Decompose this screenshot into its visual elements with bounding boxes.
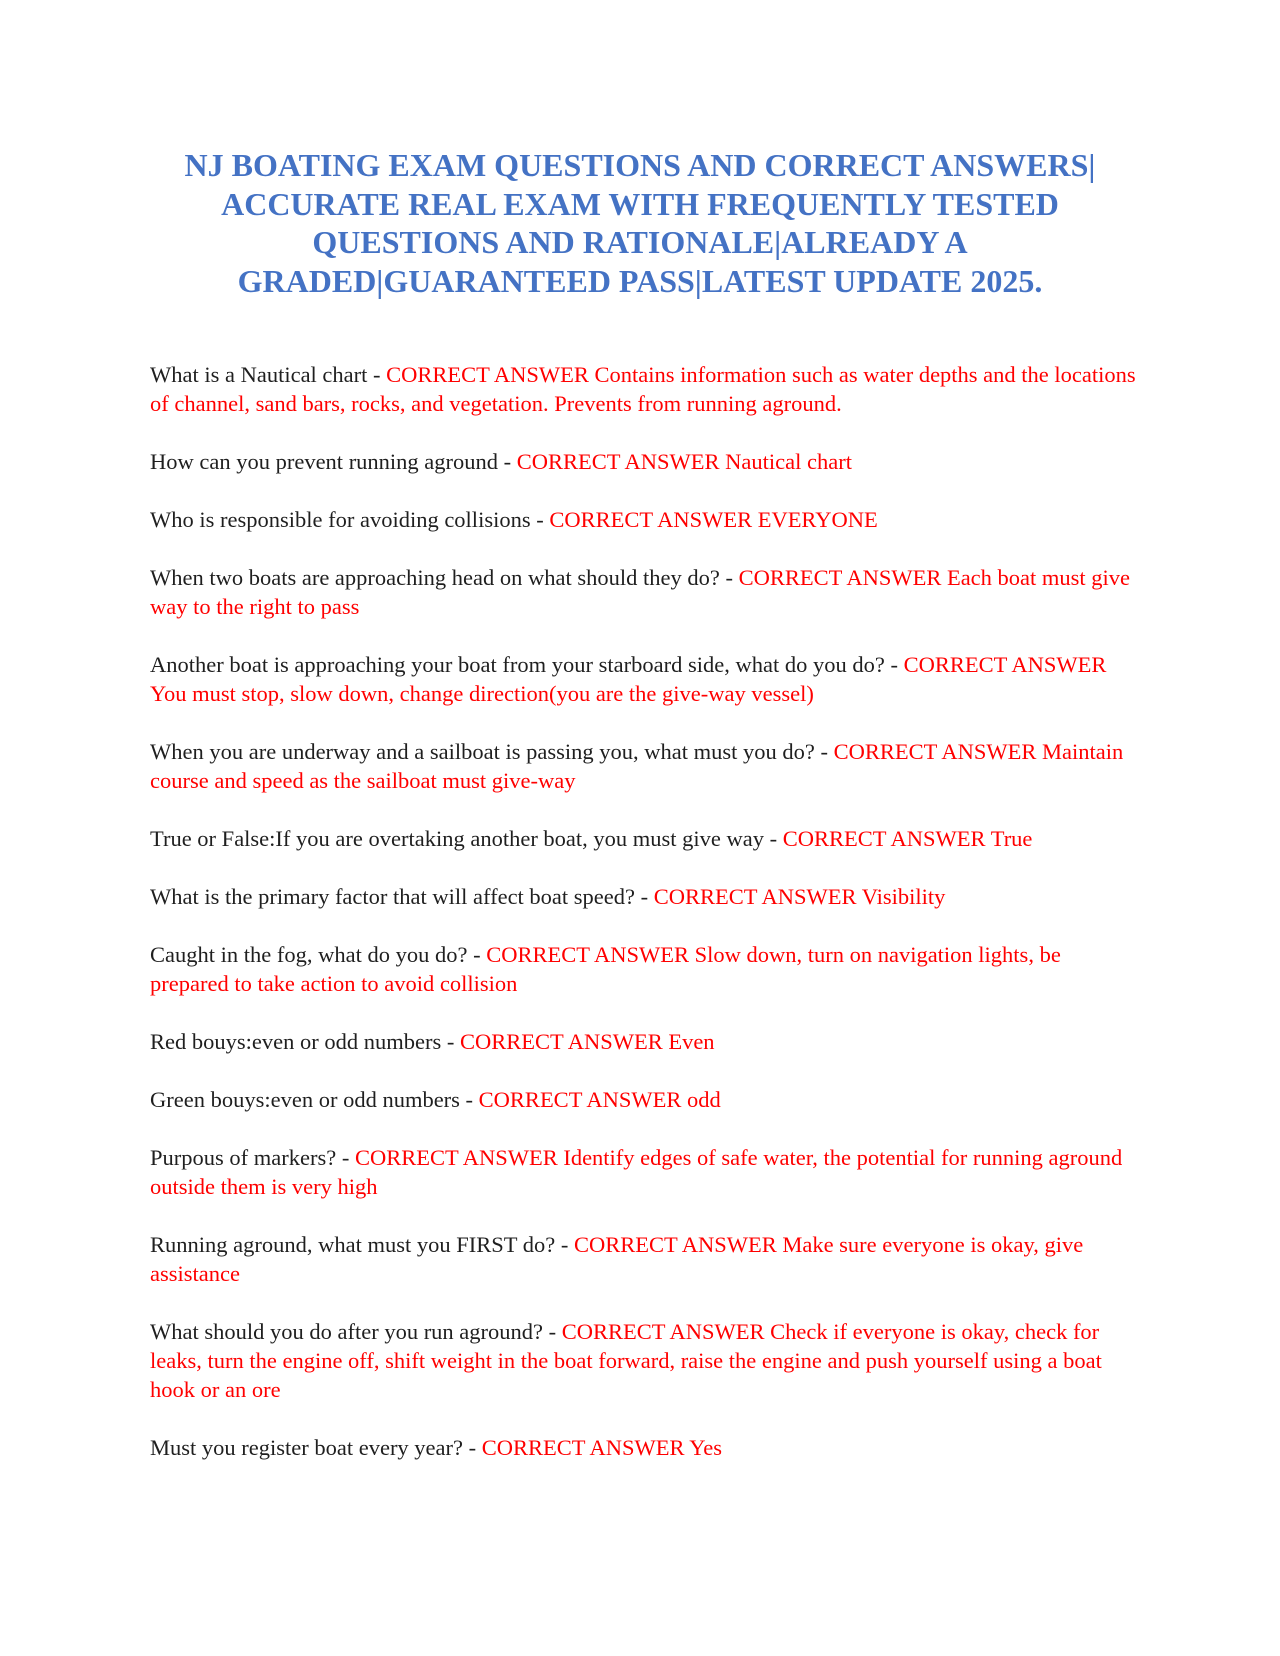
answer-text: CORRECT ANSWER True bbox=[782, 826, 1033, 851]
qa-list bbox=[150, 360, 1140, 1491]
answer-text: CORRECT ANSWER Contains information such as water depths and the locations of channel, sand bars, rocks, and vegetation. Prevents from running aground. bbox=[150, 362, 1136, 416]
question-text: Green bouys:even or odd numbers - bbox=[150, 1087, 479, 1112]
qa-item bbox=[150, 737, 1140, 795]
answer-text: CORRECT ANSWER Maintain course and speed as the sailboat must give-way bbox=[150, 739, 1124, 793]
qa-item bbox=[150, 1230, 1140, 1288]
question-text: How can you prevent running aground - bbox=[150, 449, 517, 474]
question-text: When two boats are approaching head on what should they do? - bbox=[150, 565, 739, 590]
answer-text: CORRECT ANSWER Check if everyone is okay, check for leaks, turn the engine off, shift weight in the boat forward, raise the engine and push yourself using a boat hook or an ore bbox=[150, 1319, 1102, 1402]
question-text: What is a Nautical chart - bbox=[150, 362, 387, 387]
qa-item bbox=[150, 1027, 1140, 1056]
qa-item bbox=[150, 360, 1140, 418]
qa-item bbox=[150, 940, 1140, 998]
answer-text: CORRECT ANSWER Nautical chart bbox=[516, 449, 852, 474]
answer-text: CORRECT ANSWER Slow down, turn on navigation lights, be prepared to take action to avoid collision bbox=[150, 942, 1061, 996]
question-text: Must you register boat every year? - bbox=[150, 1435, 482, 1460]
qa-item bbox=[150, 447, 1140, 476]
qa-item bbox=[150, 563, 1140, 621]
answer-text: CORRECT ANSWER Visibility bbox=[653, 884, 946, 909]
question-text: Purpous of markers? - bbox=[150, 1145, 355, 1170]
answer-text: CORRECT ANSWER Even bbox=[459, 1029, 715, 1054]
question-text: What should you do after you run aground? - bbox=[150, 1319, 562, 1344]
answer-text: CORRECT ANSWER EVERYONE bbox=[549, 507, 878, 532]
answer-text: CORRECT ANSWER odd bbox=[478, 1087, 721, 1112]
qa-item bbox=[150, 824, 1140, 853]
question-text: Red bouys:even or odd numbers - bbox=[150, 1029, 460, 1054]
question-text: What is the primary factor that will affect boat speed? - bbox=[150, 884, 654, 909]
qa-item bbox=[150, 1317, 1140, 1404]
qa-item bbox=[150, 1433, 1140, 1462]
qa-item bbox=[150, 1085, 1140, 1114]
qa-item bbox=[150, 505, 1140, 534]
qa-item bbox=[150, 1143, 1140, 1201]
question-text: Caught in the fog, what do you do? - bbox=[150, 942, 487, 967]
question-text: Running aground, what must you FIRST do? - bbox=[150, 1232, 574, 1257]
answer-text: CORRECT ANSWER Yes bbox=[481, 1435, 723, 1460]
qa-item bbox=[150, 882, 1140, 911]
qa-item bbox=[150, 650, 1140, 708]
answer-text: CORRECT ANSWER You must stop, slow down, change direction(you are the give-way vessel) bbox=[150, 652, 1107, 706]
answer-text: CORRECT ANSWER Each boat must give way to the right to pass bbox=[150, 565, 1131, 619]
answer-text: CORRECT ANSWER Make sure everyone is okay, give assistance bbox=[150, 1232, 1084, 1286]
question-text: When you are underway and a sailboat is passing you, what must you do? - bbox=[150, 739, 834, 764]
document-title: NJ BOATING EXAM QUESTIONS AND CORRECT ANSWERS| ACCURATE REAL EXAM WITH FREQUENTLY TESTED QUESTIONS AND RATIONALE|ALREADY A GRADED|GUARANTEED PASS|LATEST UPDATE 2025. bbox=[184, 147, 1096, 299]
question-text: Another boat is approaching your boat from your starboard side, what do you do? - bbox=[150, 652, 904, 677]
answer-text: CORRECT ANSWER Identify edges of safe water, the potential for running aground outside them is very high bbox=[150, 1145, 1123, 1199]
question-text: Who is responsible for avoiding collisions - bbox=[150, 507, 550, 532]
question-text: True or False:If you are overtaking another boat, you must give way - bbox=[150, 826, 783, 851]
